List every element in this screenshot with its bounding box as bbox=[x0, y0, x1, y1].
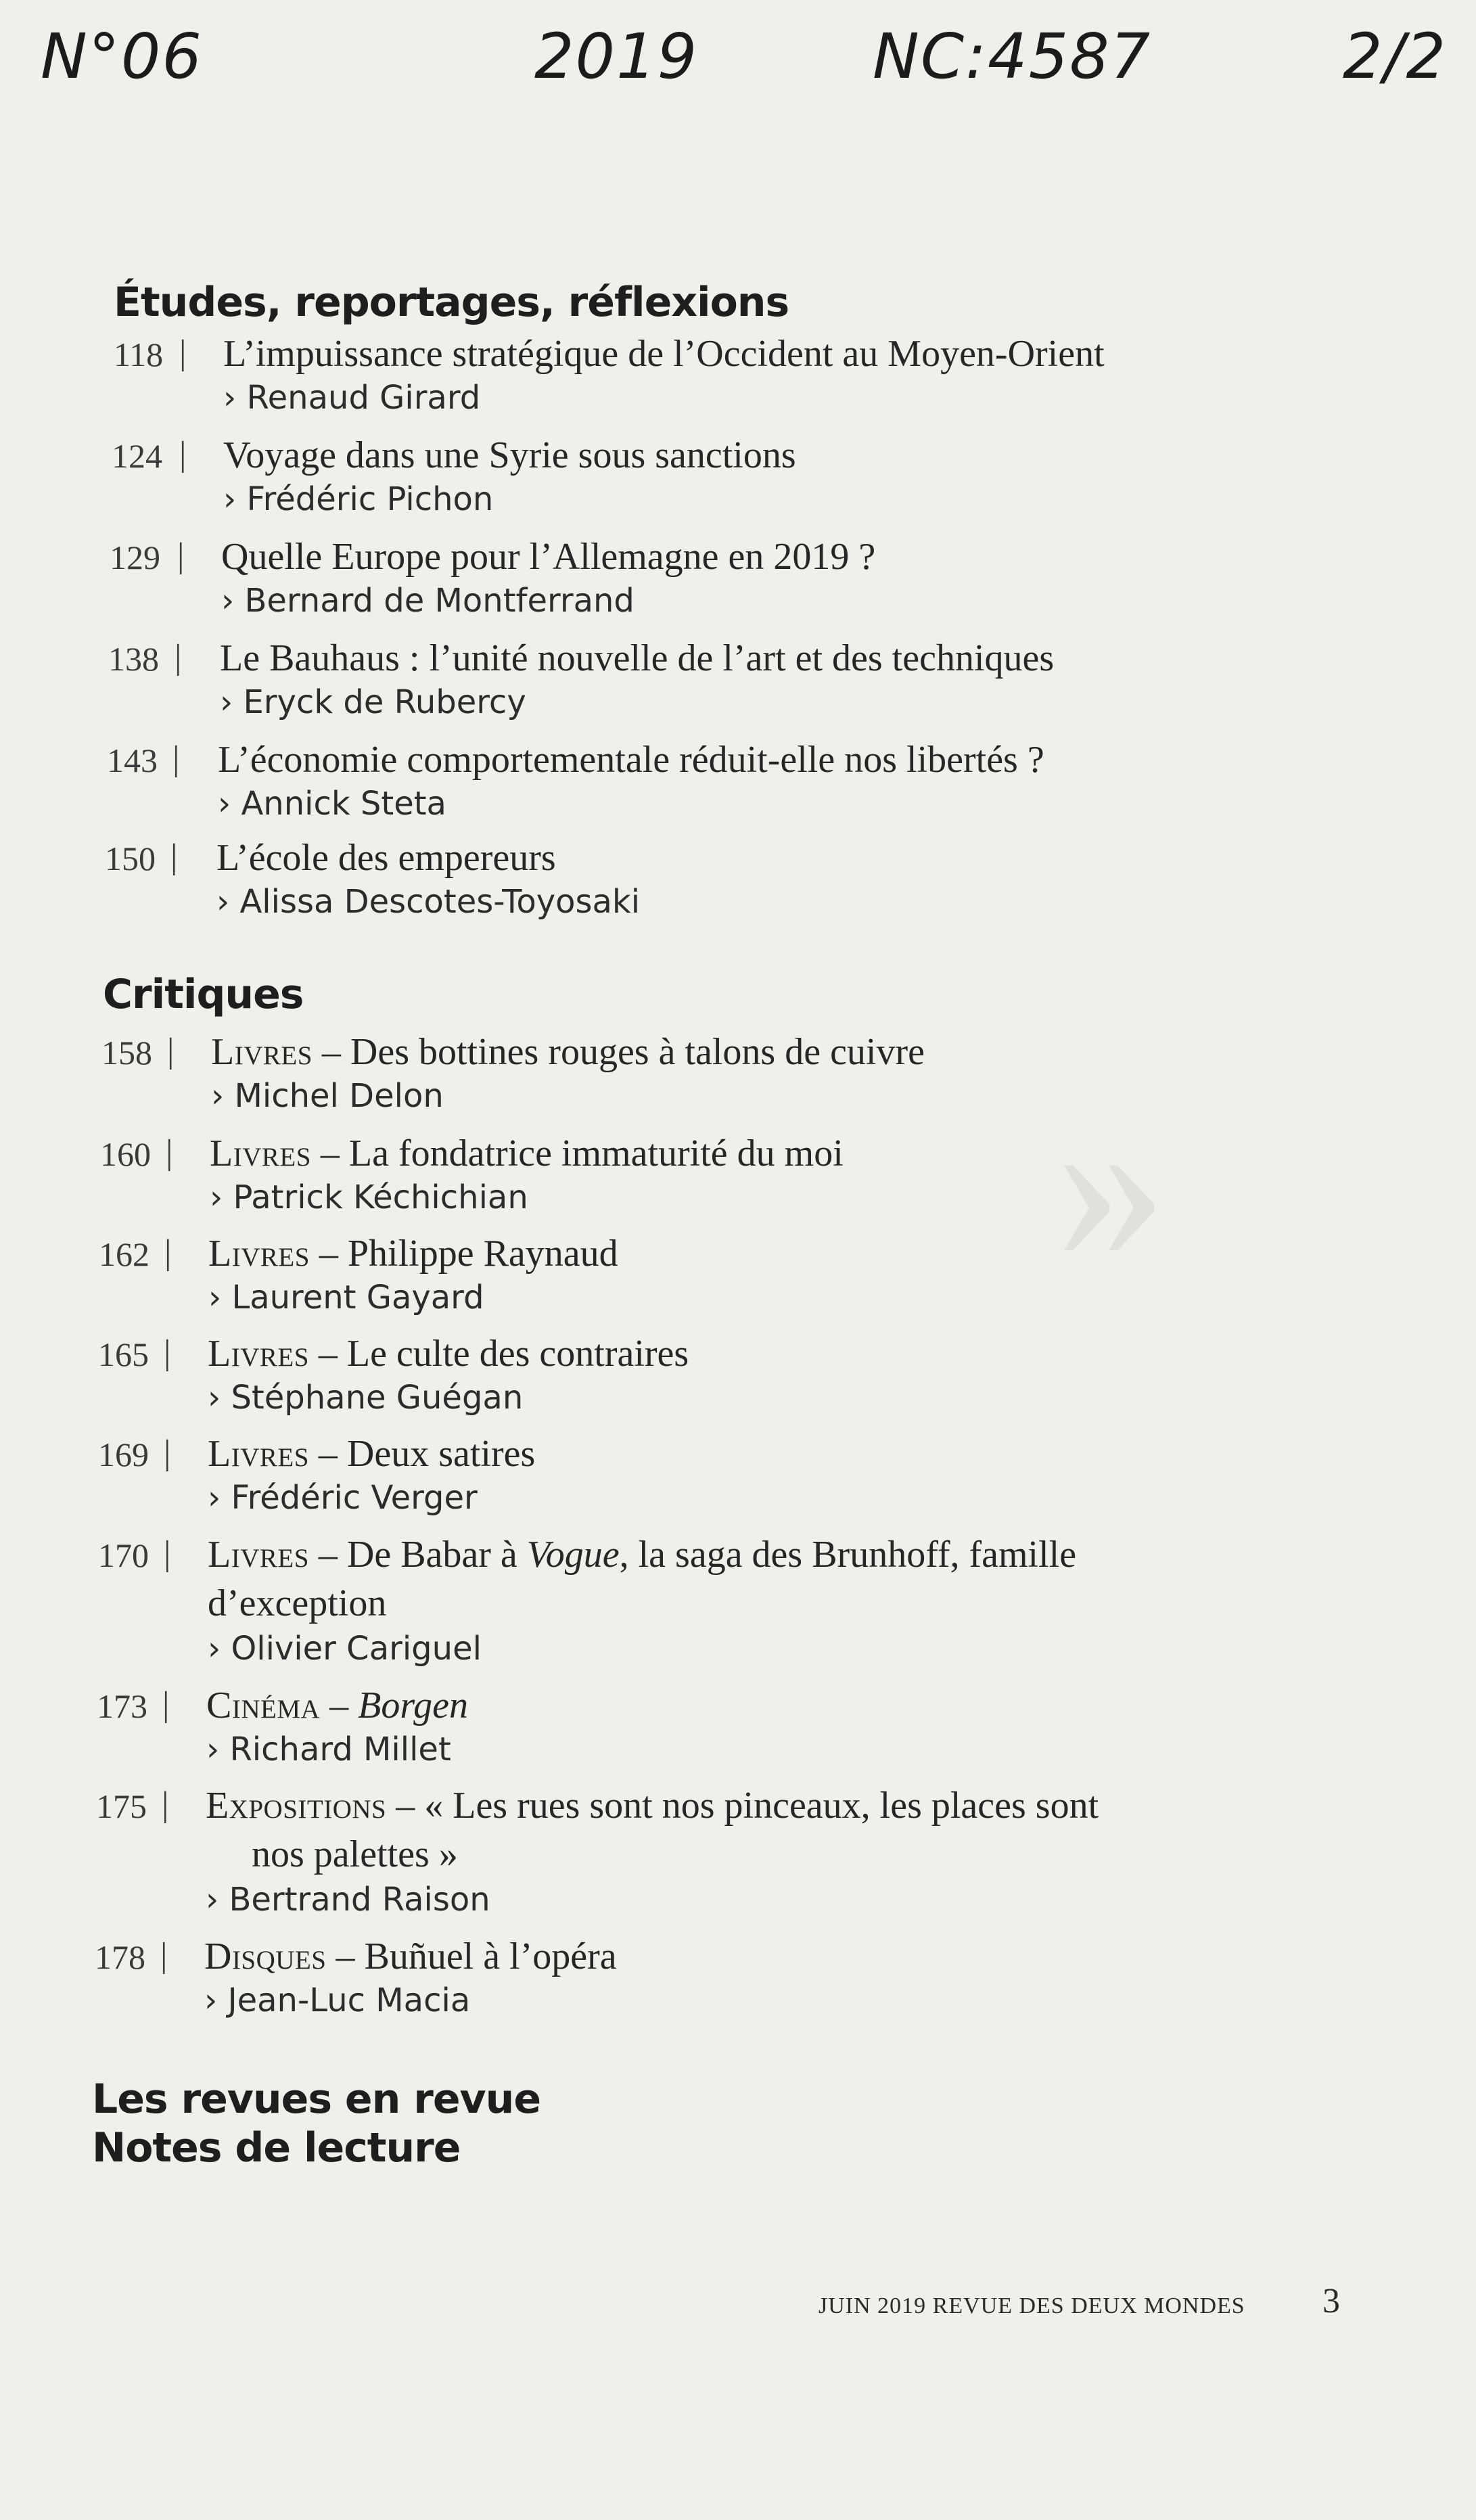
entry-author: › Eryck de Rubercy bbox=[220, 683, 526, 721]
handwritten-year: 2019 bbox=[534, 20, 699, 93]
entry-title-text: , la saga des Brunhoff, famille bbox=[619, 1534, 1077, 1576]
handwritten-code: NC:4587 bbox=[873, 20, 1152, 93]
entry-author: › Olivier Cariguel bbox=[208, 1630, 482, 1668]
entry-separator: – bbox=[310, 1132, 349, 1174]
entry-author: › Jean-Luc Macia bbox=[204, 1981, 470, 2019]
entry-separator: – bbox=[308, 1333, 347, 1375]
separator-bar: | bbox=[160, 1936, 168, 1975]
entry-title bbox=[210, 1128, 844, 1178]
entry-title-italic: Vogue bbox=[526, 1534, 620, 1576]
section-title-notes: Notes de lecture bbox=[92, 2124, 461, 2172]
page-number: 143 bbox=[107, 741, 158, 779]
page-number: 169 bbox=[98, 1436, 149, 1473]
entry-title bbox=[208, 1530, 1076, 1580]
separator-bar: | bbox=[175, 638, 182, 677]
separator-bar: | bbox=[164, 1434, 171, 1472]
section-title-critiques: Critiques bbox=[103, 971, 304, 1018]
entry-category: Livres bbox=[208, 1333, 309, 1375]
entry-title: Le Bauhaus : l’unité nouvelle de l’art et des techniques bbox=[220, 637, 1055, 679]
handwritten-part: 2/2 bbox=[1343, 20, 1448, 93]
entry-title bbox=[208, 1429, 535, 1479]
entry-title: L’impuissance stratégique de l’Occident au Moyen-Orient bbox=[223, 333, 1105, 375]
entry-title-italic: Borgen bbox=[358, 1685, 468, 1726]
entry-author: › Frédéric Verger bbox=[208, 1479, 478, 1517]
entry-author: › Frédéric Pichon bbox=[223, 480, 493, 518]
entry-title bbox=[208, 1229, 618, 1279]
entry-title bbox=[211, 1027, 925, 1077]
entry-title-text: La fondatrice immaturité du moi bbox=[348, 1132, 844, 1174]
page-number: 162 bbox=[99, 1235, 149, 1273]
separator-bar: | bbox=[164, 1333, 171, 1372]
entry-category: Expositions bbox=[206, 1785, 387, 1827]
handwritten-number: N°06 bbox=[41, 20, 203, 93]
separator-bar: | bbox=[179, 334, 187, 372]
section-title-etudes: Études, reportages, réflexions bbox=[114, 279, 789, 326]
entry-title bbox=[204, 1931, 617, 1981]
entry-title: L’économie comportementale réduit-elle nos libertés ? bbox=[218, 739, 1044, 781]
page-number-footer: 3 bbox=[1322, 2282, 1340, 2320]
separator-bar: | bbox=[170, 838, 178, 876]
entry-author: › Bernard de Montferrand bbox=[221, 582, 635, 620]
entry-title: Quelle Europe pour l’Allemagne en 2019 ? bbox=[221, 536, 876, 578]
section-title-revues: Les revues en revue bbox=[92, 2076, 541, 2123]
entry-title-line2: d’exception bbox=[208, 1582, 387, 1624]
entry-category: Livres bbox=[210, 1132, 311, 1174]
separator-bar: | bbox=[162, 1685, 170, 1724]
entry-author: › Bertrand Raison bbox=[206, 1881, 490, 1919]
separator-bar: | bbox=[164, 1534, 171, 1573]
entry-separator: – bbox=[386, 1785, 425, 1827]
page-number: 173 bbox=[97, 1687, 147, 1725]
showthrough-chevron-icon: » bbox=[1055, 1060, 1167, 1307]
page-number: 138 bbox=[108, 640, 159, 678]
page-number: 158 bbox=[101, 1034, 152, 1072]
entry-author: › Annick Steta bbox=[218, 785, 446, 823]
entry-author: › Renaud Girard bbox=[223, 379, 480, 417]
entry-author: › Laurent Gayard bbox=[208, 1279, 484, 1316]
entry-title bbox=[206, 1781, 1099, 1831]
page-footer: JUIN 2019 REVUE DES DEUX MONDES bbox=[818, 2293, 1245, 2318]
entry-category: Cinéma bbox=[206, 1685, 321, 1726]
entry-separator: – bbox=[320, 1685, 359, 1726]
entry-author: › Stéphane Guégan bbox=[208, 1379, 523, 1417]
entry-author: › Alissa Descotes-Toyosaki bbox=[216, 883, 640, 921]
page-number: 178 bbox=[95, 1938, 145, 1976]
entry-title-line2: nos palettes » bbox=[252, 1833, 458, 1875]
entry-title-text: Le culte des contraires bbox=[346, 1333, 689, 1375]
entry-category: Livres bbox=[208, 1233, 310, 1275]
entry-title-text: De Babar à bbox=[346, 1534, 527, 1576]
separator-bar: | bbox=[164, 1233, 172, 1272]
page-number: 175 bbox=[96, 1787, 147, 1825]
entry-author: › Patrick Kéchichian bbox=[210, 1178, 528, 1216]
entry-title: L’école des empereurs bbox=[216, 837, 556, 879]
entry-title: Voyage dans une Syrie sous sanctions bbox=[223, 434, 796, 476]
page-number: 150 bbox=[105, 840, 156, 877]
page-number: 170 bbox=[98, 1536, 149, 1574]
page-number: 118 bbox=[114, 336, 164, 373]
entry-category: Livres bbox=[208, 1433, 309, 1475]
entry-separator: – bbox=[326, 1935, 365, 1977]
separator-bar: | bbox=[172, 739, 180, 778]
entry-separator: – bbox=[309, 1233, 348, 1275]
entry-author: › Richard Millet bbox=[206, 1731, 451, 1768]
separator-bar: | bbox=[167, 1032, 175, 1070]
separator-bar: | bbox=[179, 435, 187, 474]
entry-category: Livres bbox=[208, 1534, 309, 1576]
entry-title bbox=[206, 1680, 468, 1731]
entry-category: Livres bbox=[211, 1031, 313, 1073]
entry-title bbox=[208, 1329, 689, 1379]
entry-title-text: Buñuel à l’opéra bbox=[364, 1935, 617, 1977]
entry-author: › Michel Delon bbox=[211, 1077, 444, 1115]
page-number: 129 bbox=[110, 539, 160, 576]
entry-separator: – bbox=[308, 1534, 347, 1576]
entry-title-text: « Les rues sont nos pinceaux, les places sont bbox=[424, 1785, 1099, 1827]
page-number: 160 bbox=[100, 1135, 151, 1173]
separator-bar: | bbox=[162, 1785, 169, 1824]
entry-title-text: Philippe Raynaud bbox=[347, 1233, 618, 1275]
entry-separator: – bbox=[308, 1433, 347, 1475]
entry-category: Disques bbox=[204, 1935, 327, 1977]
entry-separator: – bbox=[312, 1031, 350, 1073]
page-number: 165 bbox=[98, 1335, 149, 1373]
page-number: 124 bbox=[112, 437, 162, 475]
entry-title-text: Des bottines rouges à talons de cuivre bbox=[350, 1031, 925, 1073]
separator-bar: | bbox=[177, 536, 185, 575]
separator-bar: | bbox=[166, 1133, 173, 1172]
entry-title-text: Deux satires bbox=[346, 1433, 536, 1475]
